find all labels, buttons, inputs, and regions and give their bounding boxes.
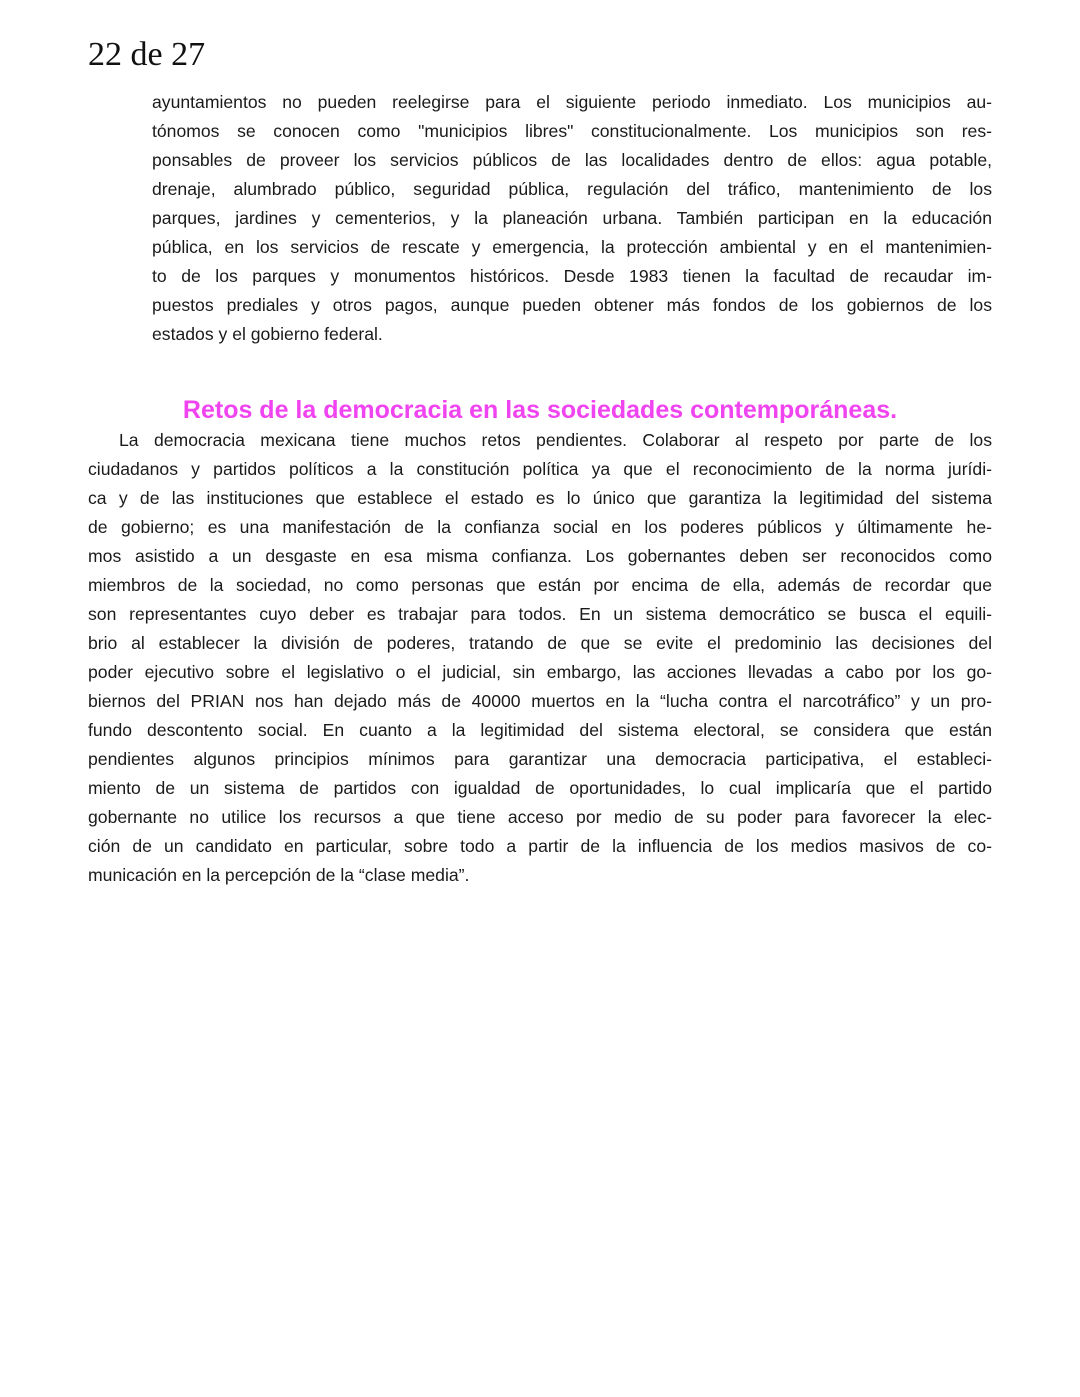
text-line: ción de un candidato en particular, sobre todo a partir de la influencia de los medios masivos de co- [88,836,992,856]
text-line: pública, en los servicios de rescate y emergencia, la protección ambiental y en el mantenimien- [152,237,992,257]
text-line: ponsables de proveer los servicios públicos de las localidades dentro de ellos: agua potable, [152,150,992,170]
text-line: de gobierno; es una manifestación de la confianza social en los poderes públicos y últimamente he- [88,517,992,537]
text-line: poder ejecutivo sobre el legislativo o el judicial, sin embargo, las acciones llevadas a cabo por los go- [88,662,992,682]
text-line: estados y el gobierno federal. [152,324,383,344]
text-line: La democracia mexicana tiene muchos retos pendientes. Colaborar al respeto por parte de los [119,430,992,450]
text-line: puestos prediales y otros pagos, aunque pueden obtener más fondos de los gobiernos de los [152,295,992,315]
text-line: biernos del PRIAN nos han dejado más de 40000 muertos en la “lucha contra el narcotráfico” y un pro- [88,691,992,711]
text-line: son representantes cuyo deber es trabajar para todos. En un sistema democrático se busca el equili- [88,604,992,624]
text-line: parques, jardines y cementerios, y la planeación urbana. También participan en la educación [152,208,992,228]
text-line: brio al establecer la división de poderes, tratando de que se evite el predominio las decisiones del [88,633,992,653]
text-line: gobernante no utilice los recursos a que tiene acceso por medio de su poder para favorecer la elec- [88,807,992,827]
text-line: fundo descontento social. En cuanto a la legitimidad del sistema electoral, se considera que están [88,720,992,740]
text-line: tónomos se conocen como "municipios libres" constitucionalmente. Los municipios son res- [152,121,992,141]
section-heading: Retos de la democracia en las sociedades contemporáneas. [182,396,898,424]
text-line: ca y de las instituciones que establece el estado es lo único que garantiza la legitimidad del sistema [88,488,992,508]
paragraph-retos-democracia [88,426,992,890]
text-line: municación en la percepción de la “clase media”. [88,865,470,885]
text-line: to de los parques y monumentos históricos. Desde 1983 tienen la facultad de recaudar im- [152,266,992,286]
text-line: ciudadanos y partidos políticos a la constitución política ya que el reconocimiento de la norma jurídi- [88,459,992,479]
text-line: pendientes algunos principios mínimos para garantizar una democracia participativa, el estableci- [88,749,992,769]
text-line: mos asistido a un desgaste en esa misma confianza. Los gobernantes deben ser reconocidos como [88,546,992,566]
text-line: miento de un sistema de partidos con igualdad de oportunidades, lo cual implicaría que el partido [88,778,992,798]
paragraph-municipios [152,88,992,349]
text-line: drenaje, alumbrado público, seguridad pública, regulación del tráfico, mantenimiento de los [152,179,992,199]
text-line: ayuntamientos no pueden reelegirse para el siguiente periodo inmediato. Los municipios au- [152,92,992,112]
text-line: miembros de la sociedad, no como personas que están por encima de ella, además de recordar que [88,575,992,595]
page-number: 22 de 27 [88,36,206,73]
